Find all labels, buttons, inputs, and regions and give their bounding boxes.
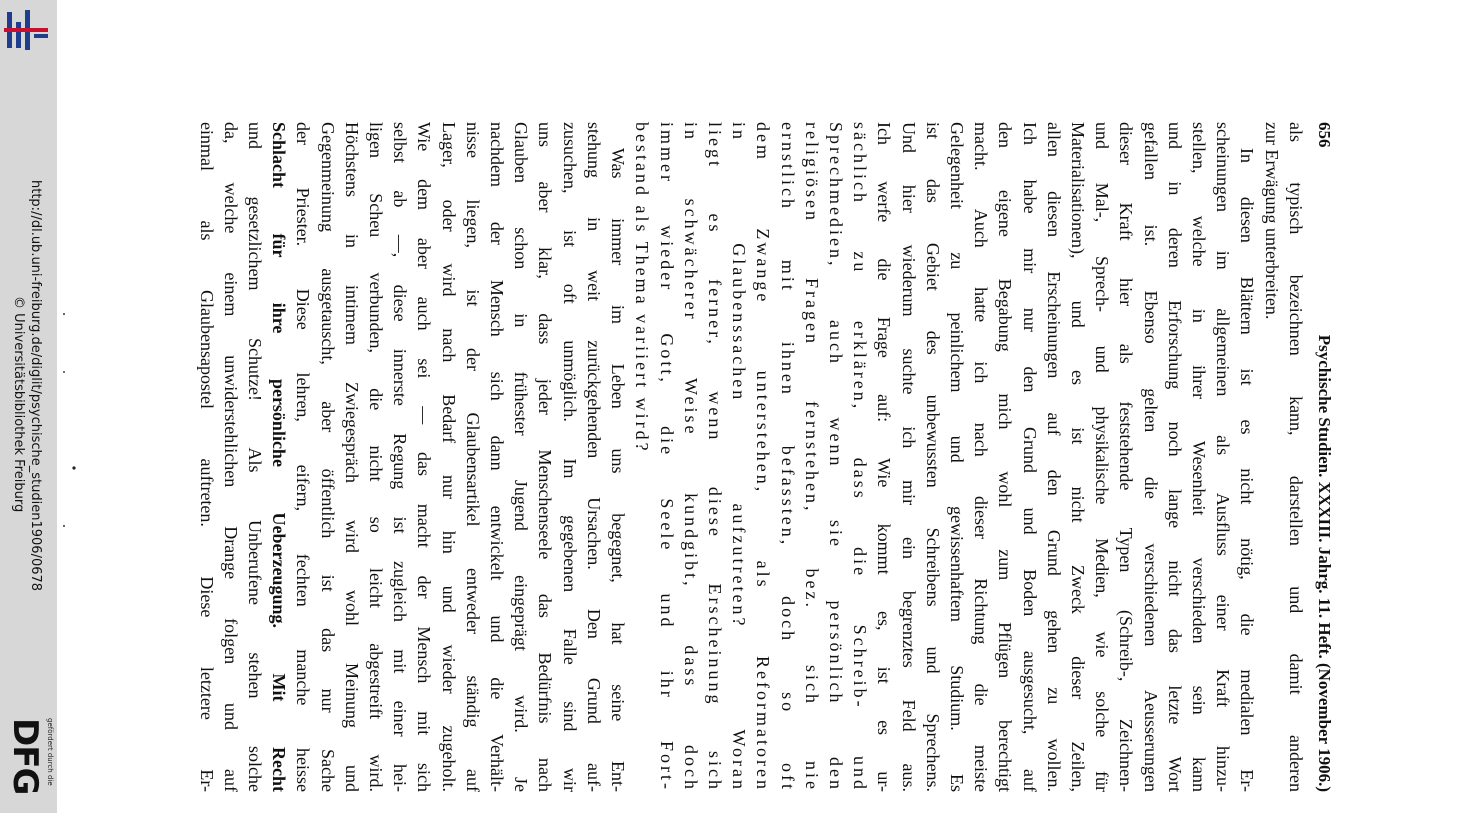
text-line: immer wieder Gott, die Seele und ihr Fort- xyxy=(656,122,677,792)
text-line: Glauben schon in frühester Jugend eingeprägt wird. Je xyxy=(511,122,532,792)
text-line: bestand als Thema variiert wird? xyxy=(632,122,653,454)
text-line: und in deren Erforschung noch lange nicht das letzte Wort xyxy=(1164,122,1185,792)
text-line: uns aber klar, dass jeder Menschenseele das Bedürfnis nach xyxy=(535,122,556,792)
text-line: scheinungen im allgemeinen als Ausfluss einer Kraft hinzu- xyxy=(1213,122,1234,792)
text-line: Was immer im Leben uns begegnet, hat seine Ent- xyxy=(608,148,629,792)
text-line: selbst ab —, diese innerste Regung ist zugleich mit einer hei- xyxy=(390,122,411,792)
text-line: in schwächerer Weise kundgibt, dass doch xyxy=(680,122,701,792)
text-line: Höchstens in intimem Zwiegespräch wird wohl Meinung und xyxy=(341,122,362,792)
text-line: Gelegenheit zu peinlichem und gewissenhaftem Studium. Es xyxy=(946,122,967,792)
dfg-logo: DFG xyxy=(5,718,45,795)
document-page xyxy=(194,122,1336,792)
text-line: und Mal-, Sprech- und physikalische Medien, wie solche für xyxy=(1092,122,1113,792)
text-line: nachdem der Mensch sich dann entwickelt und die Verhält- xyxy=(487,122,508,792)
text-line: den eigene Begabung mich wohl zum Pflügen berechtigt xyxy=(995,122,1016,792)
text-line: ernstlich mit ihnen befassten, doch so oft xyxy=(777,122,798,792)
text-line: macht. Auch hatte ich nach dieser Richtung die meiste xyxy=(971,122,992,792)
text-line: Wie dem aber auch sei — das macht der Mensch mit sich xyxy=(414,122,435,792)
copyright-notice: © Universitätsbibliothek Freiburg xyxy=(11,296,26,513)
text-line: Materialisationen), und es ist nicht Zweck dieser Zeilen, xyxy=(1067,122,1088,792)
text-line: stellen, welche in ihrer Wesenheit verschieden sein kann xyxy=(1188,122,1209,792)
scan-specks xyxy=(58,300,88,540)
text-line: Und hier wiederum suchte ich mir ein begrenztes Feld aus. xyxy=(898,122,919,792)
text-line: In diesen Blättern ist es nicht nötig, die medialen Er- xyxy=(1237,148,1258,792)
text-line: Ich werfe die Frage auf: Wie kommt es, ist es ur- xyxy=(874,122,895,792)
text-line: einmal als Glaubensapostel auftreten. Diese letztere Er- xyxy=(196,122,217,792)
university-logo-icon xyxy=(4,8,50,52)
text-line: als typisch bezeichnen kann, darstellen und damit anderen xyxy=(1285,122,1306,792)
page-header xyxy=(1312,122,1336,792)
text-line: zur Erwägung unterbreiten. xyxy=(1261,122,1282,320)
text-line: sächlich zu erklären, dass die Schreib- und xyxy=(850,122,871,792)
text-line: gefallen ist. Ebenso gelten die verschiedenen Aeusserungen xyxy=(1140,122,1161,792)
text-line: allen diesen Erscheinungen auf den Grund gehen zu wollen. xyxy=(1043,122,1064,792)
viewer-sidebar xyxy=(0,0,57,813)
text-line: Lager, oder wird nach Bedarf nur hin und wieder zugeholt. xyxy=(438,122,459,792)
text-line: Gegenmeinung ausgetauscht, aber öffentlich ist das nur Sache xyxy=(317,122,338,792)
text-line: Schlacht für ihre persönliche Ueberzeugung. Mit Recht xyxy=(269,122,290,792)
page-number: 656 xyxy=(1315,122,1334,148)
text-line: der Priester. Diese lehren, eifern, fechten manche heisse xyxy=(293,122,314,792)
text-line: religiösen Fragen fernstehen, bez. sich nie xyxy=(801,122,822,792)
text-line: Ich habe mir nur den Grund und Boden ausgesucht, auf xyxy=(1019,122,1040,792)
text-line: Sprechmedien, auch wenn sie persönlich den xyxy=(825,122,846,792)
document-url[interactable]: http://dl.ub.uni-freiburg.de/diglit/psychische_studien1906/0678 xyxy=(28,180,43,592)
text-line: liegt es ferner, wenn diese Erscheinung sich xyxy=(704,122,725,792)
running-title: Psychische Studien. XXXIII. Jahrg. 11. Heft. (November 1906.) xyxy=(1315,334,1334,792)
body-text xyxy=(194,122,1307,792)
dfg-funding-note: gefördert durch die xyxy=(46,718,54,786)
text-line: ist das Gebiet des unbewussten Schreibens und Sprechens. xyxy=(922,122,943,792)
text-line: dieser Kraft hier als feststehende Typen (Schreib-, Zeichnen- xyxy=(1116,122,1137,792)
text-line: zusuchen, ist oft unmöglich. Im gegebenen Falle sind wir xyxy=(559,122,580,792)
text-line: stehung in weit zurückgehenden Ursachen. Den Grund auf- xyxy=(583,122,604,792)
text-line: nisse liegen, ist der Glaubensartikel entweder ständig auf xyxy=(462,122,483,792)
text-line: in Glaubenssachen aufzutreten? Woran xyxy=(729,122,750,792)
text-line: da, welche einem unwiderstehlichen Drange folgen und auf xyxy=(220,122,241,792)
text-line: ligen Scheu verbunden, die nicht so leicht abgestreift wird. xyxy=(366,122,387,792)
text-line: und gesetzlichem Schutze! Als Unberufene stehen solche xyxy=(245,122,266,792)
text-line: dem Zwange unterstehen, als Reformatoren xyxy=(753,122,774,792)
